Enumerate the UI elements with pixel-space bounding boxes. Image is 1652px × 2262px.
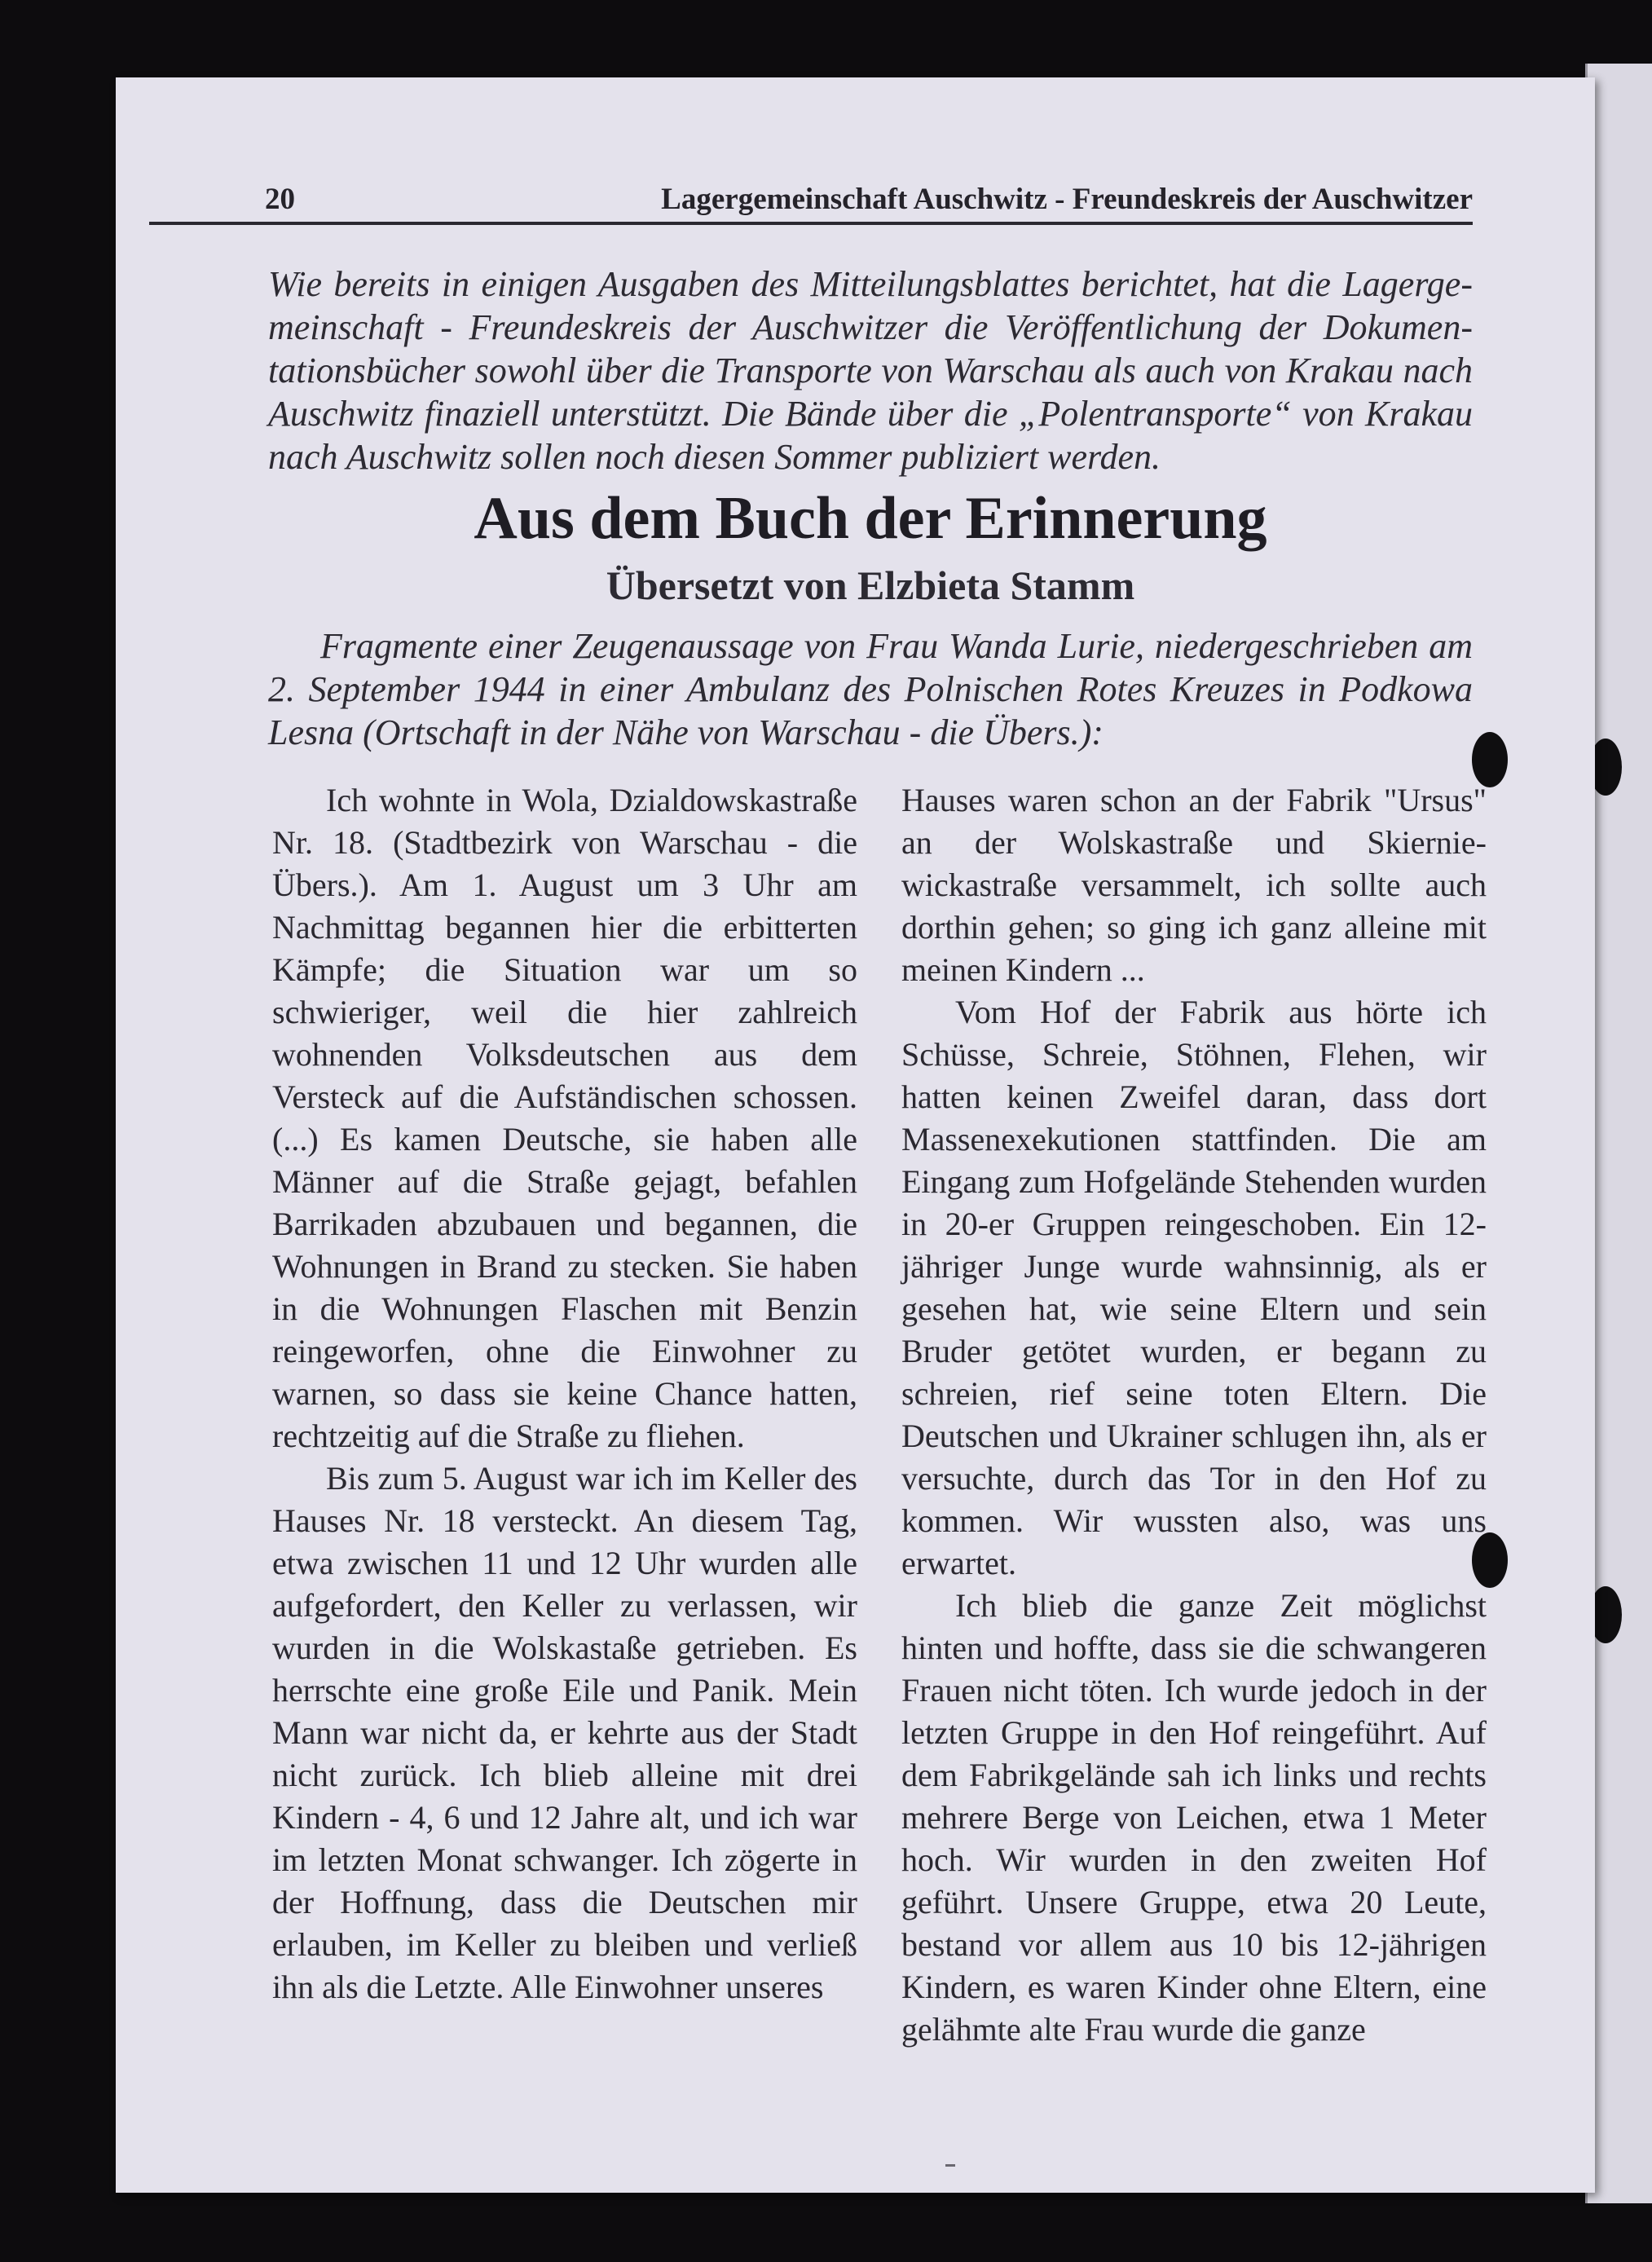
next-page-edge: [1585, 64, 1652, 2203]
paragraph: Ich wohnte in Wola, Dzialdowskastraße Nr. 18. (Stadtbezirk von Warschau - die Übers.). Am 1. August um 3 Uhr am Nachmittag begannen hier die erbitterten Kämpfe; die Situation war um so schwieriger, weil die hier zahlreich wohnenden Volksdeutschen aus dem Versteck auf die Aufständischen schossen. (...) Es kamen Deutsche, sie haben alle Männer auf die Straße gejagt, befahlen Barrikaden abzubauen und begannen, die Wohnungen in Brand zu stecken. Sie haben in die Wohnungen Flaschen mit Benzin reingeworfen, ohne die Einwohner zu warnen, so dass sie keine Chance hatten, rechtzeitig auf die Straße zu fliehen.: [272, 782, 857, 1454]
page-number: 20: [265, 183, 295, 216]
article-subtitle: Übersetzt von Elzbieta Stamm: [606, 562, 1135, 608]
text-column-left: [272, 779, 857, 2008]
intro-paragraph: Wie bereits in einigen Ausgaben des Mitteilungsblattes berichtet, hat die Lagergemeinschaft - Freundeskreis der Auschwitzer die Veröffentlichung der Dokumentationsbücher sowohl über die Transporte von Warschau als auch von Krakau nach Auschwitz finaziell unterstützt. Die Bände über die „Polentransporte“ von Krakau nach Auschwitz sollen noch diesen Sommer publiziert werden.: [268, 264, 1473, 477]
text-column-right: [901, 779, 1487, 2051]
article-title: Aus dem Buch der Erinnerung: [474, 485, 1267, 552]
running-header: [149, 181, 1473, 225]
paragraph: Hauses waren schon an der Fabrik "Ursus" an der Wolskastraße und Skierniewickastraße versammelt, ich sollte auch dorthin gehen; so ging ich ganz alleine mit meinen Kindern ...: [901, 782, 1487, 988]
lead-in-paragraph: Fragmente einer Zeugenaussage von Frau Wanda Lurie, niedergeschrieben am 2. September 1944 in einer Ambulanz des Polnischen Rotes Kreuzes in Podkowa Lesna (Ortschaft in der Nähe von Warschau - die Übers.):: [268, 626, 1473, 752]
journal-title: Lagergemeinschaft Auschwitz - Freundeskreis der Auschwitzer: [661, 183, 1473, 216]
paragraph: Ich blieb die ganze Zeit möglichst hinten und hoffte, dass sie die schwangeren Frauen nicht töten. Ich wurde jedoch in der letzten Gruppe in den Hof reingeführt. Auf dem Fabrikgelände sah ich links und rechts mehrere Berge von Leichen, etwa 1 Meter hoch. Wir wurden in den zweiten Hof geführt. Unsere Gruppe, etwa 20 Leute, bestand vor allem aus 10 bis 12-jährigen Kindern, es waren Kinder ohne Eltern, eine gelähmte alte Frau wurde die ganze: [901, 1587, 1487, 2048]
print-speck: [945, 2164, 955, 2167]
paragraph: Vom Hof der Fabrik aus hörte ich Schüsse, Schreie, Stöhnen, Flehen, wir hatten keinen Zweifel daran, dass dort Massenexekutionen stattfinden. Die am Eingang zum Hofgelände Stehenden wurden in 20-er Gruppen reingeschoben. Ein 12-jähriger Junge wurde wahnsinnig, als er gesehen hat, wie seine Eltern und sein Bruder getötet wurden, er begann zu schreien, rief seine toten Eltern. Die Deutschen und Ukrainer schlugen ihn, als er versuchte, durch das Tor in den Hof zu kommen. Wir wussten also, was uns erwartet.: [901, 994, 1487, 1581]
paragraph: Bis zum 5. August war ich im Keller des Hauses Nr. 18 versteckt. An diesem Tag, etwa zwischen 11 und 12 Uhr wurden alle aufgefordert, den Keller zu verlassen, wir wurden in die Wolskastaße getrieben. Es herrschte eine große Eile und Panik. Mein Mann war nicht da, er kehrte aus der Stadt nicht zurück. Ich blieb alleine mit drei Kindern - 4, 6 und 12 Jahre alt, und ich war im letzten Monat schwanger. Ich zögerte in der Hoffnung, dass die Deutschen mir erlauben, im Keller zu bleiben und verließ ihn als die Letzte. Alle Einwohner unseres: [272, 1460, 857, 2005]
